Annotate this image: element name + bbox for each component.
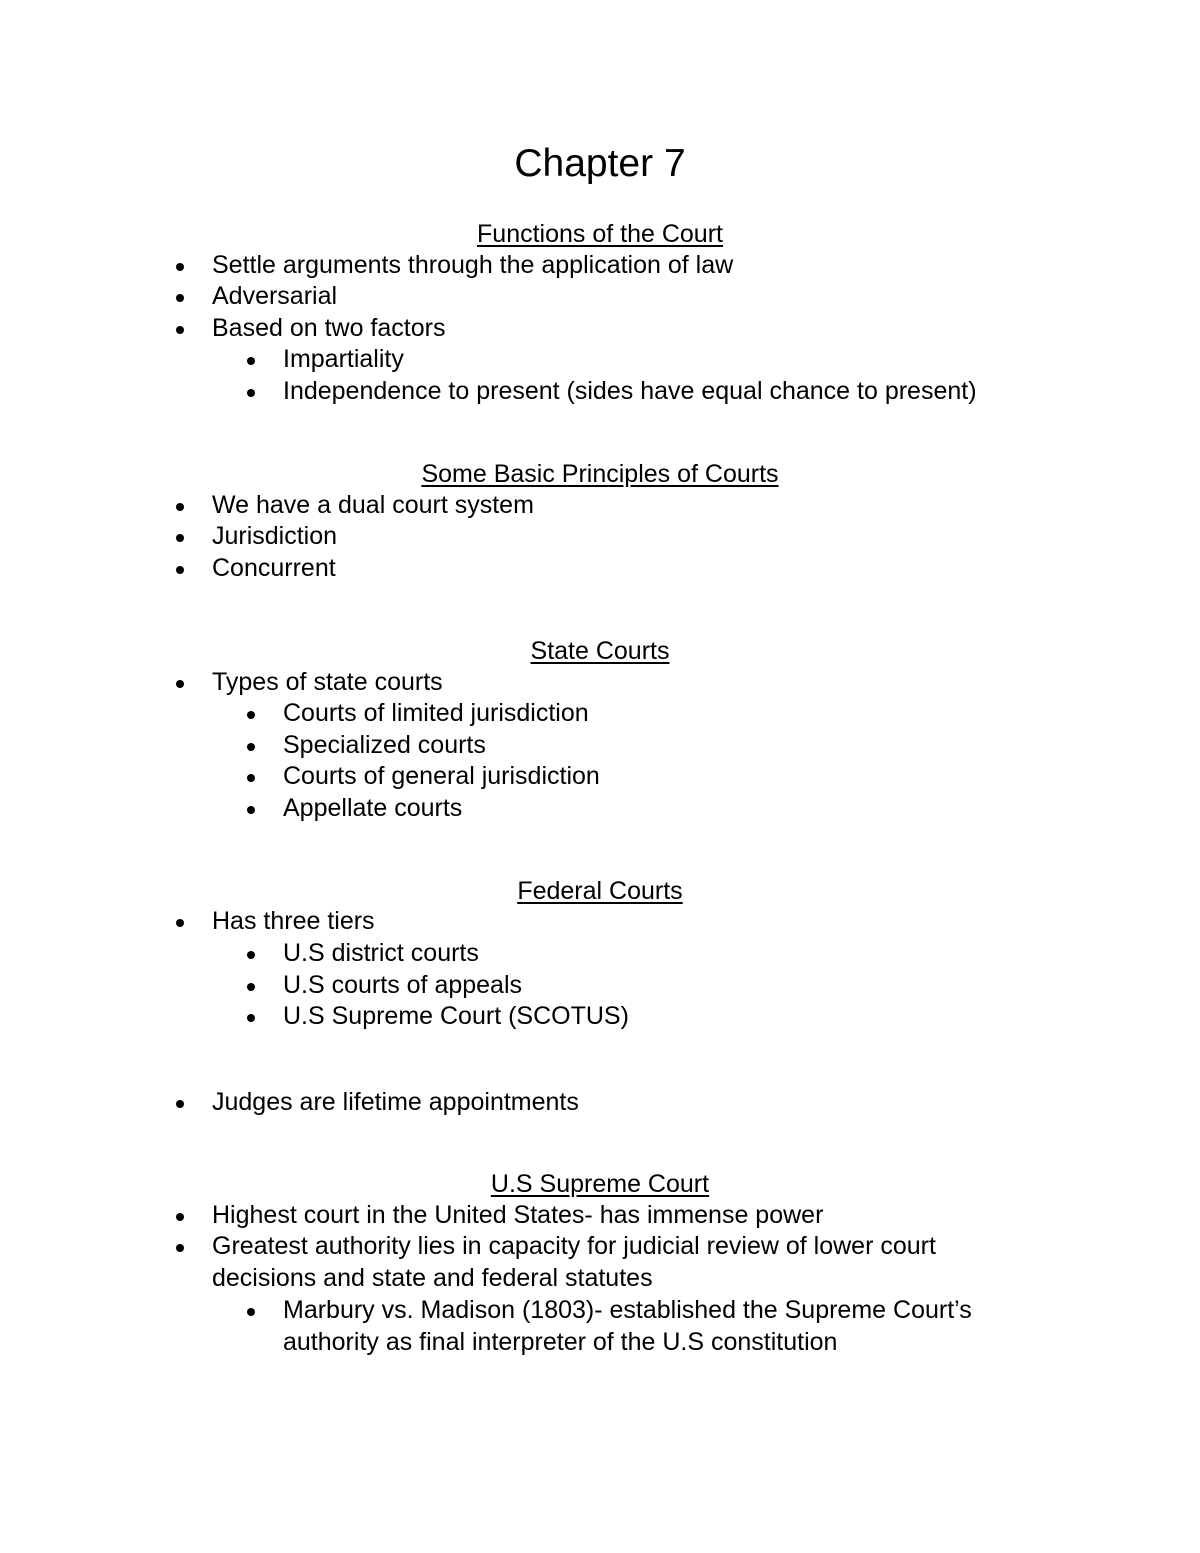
- list-item: Marbury vs. Madison (1803)- established the Supreme Court’s authority as final interpreter of the U.S constitution: [283, 1296, 972, 1356]
- bullet-icon: [176, 294, 184, 302]
- list-item: Greatest authority lies in capacity for judicial review of lower court decisions and state and federal statutes: [212, 1232, 936, 1292]
- section-heading-principles: Some Basic Principles of Courts: [421, 460, 779, 488]
- section-heading-state-courts: State Courts: [530, 637, 670, 665]
- list-item: We have a dual court system: [212, 491, 534, 519]
- bullet-icon: [176, 503, 184, 511]
- list-item: Adversarial: [212, 282, 338, 310]
- bullet-icon: [176, 263, 184, 271]
- bullet-icon: [247, 806, 255, 814]
- bullet-icon: [247, 389, 255, 397]
- list-item: U.S district courts: [283, 939, 479, 967]
- list-item: Courts of general jurisdiction: [283, 762, 600, 790]
- bullet-icon: [247, 711, 255, 719]
- list-item: Jurisdiction: [212, 522, 338, 550]
- bullet-icon: [247, 743, 255, 751]
- bullet-icon: [247, 951, 255, 959]
- list-item: Courts of limited jurisdiction: [283, 699, 589, 727]
- bullet-icon: [176, 1213, 184, 1221]
- list-item: Has three tiers: [212, 907, 375, 935]
- bullet-icon: [247, 774, 255, 782]
- list-item: Highest court in the United States- has immense power: [212, 1201, 824, 1229]
- section-heading-supreme-court: U.S Supreme Court: [490, 1170, 710, 1198]
- bullet-icon: [247, 1014, 255, 1022]
- list-item: Impartiality: [283, 345, 404, 373]
- list-item: Settle arguments through the application of law: [212, 251, 734, 279]
- list-item: Judges are lifetime appointments: [212, 1088, 579, 1116]
- list-item: U.S Supreme Court (SCOTUS): [283, 1002, 629, 1030]
- section-heading-functions: Functions of the Court: [477, 220, 723, 248]
- bullet-icon: [247, 357, 255, 365]
- bullet-icon: [176, 566, 184, 574]
- bullet-icon: [176, 919, 184, 927]
- list-item: Specialized courts: [283, 731, 486, 759]
- bullet-icon: [176, 1244, 184, 1252]
- list-item: Independence to present (sides have equal chance to present): [283, 377, 977, 405]
- bullet-icon: [176, 680, 184, 688]
- bullet-icon: [247, 1308, 255, 1316]
- list-item: Concurrent: [212, 554, 336, 582]
- bullet-icon: [176, 534, 184, 542]
- bullet-icon: [176, 326, 184, 334]
- list-item: U.S courts of appeals: [283, 971, 523, 999]
- page-title: Chapter 7: [514, 142, 686, 185]
- list-item: Based on two factors: [212, 314, 446, 342]
- section-heading-federal-courts: Federal Courts: [517, 877, 683, 905]
- bullet-icon: [176, 1100, 184, 1108]
- bullet-icon: [247, 983, 255, 991]
- list-item: Appellate courts: [283, 794, 463, 822]
- list-item: Types of state courts: [212, 668, 443, 696]
